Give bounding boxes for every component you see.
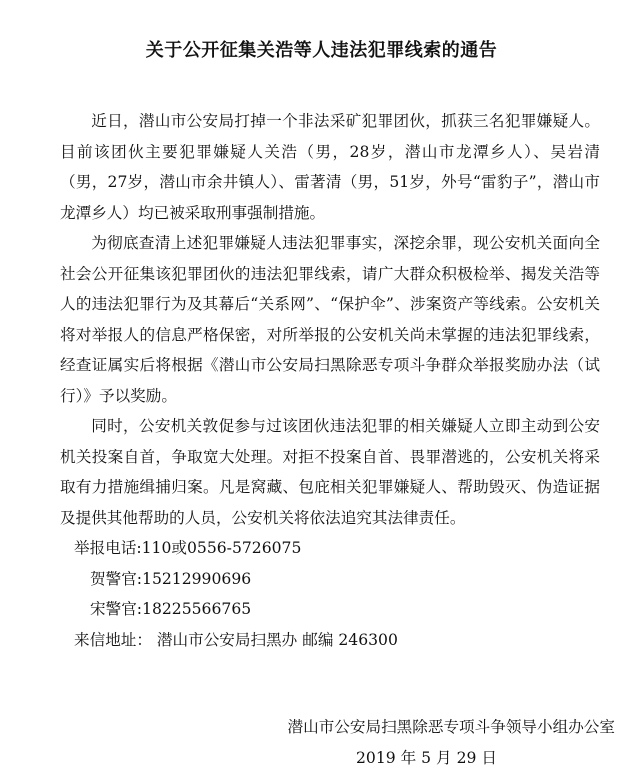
paragraph-arrest: 近日，潜山市公安局打掉一个非法采矿犯罪团伙，抓获三名犯罪嫌疑人。目前该团伙主要犯罪嫌疑人关浩（男，28岁，潜山市龙潭乡人）、吴岩清（男，27岁，潜山市余井镇人）、雷著清（男，51岁，外号“雷豹子”，潜山市龙潭乡人）均已被采取刑事强制措施。	[60, 112, 600, 222]
notice-body	[60, 106, 600, 655]
issuing-office: 潜山市公安局扫黑除恶专项斗争领导小组办公室	[287, 718, 615, 736]
officer-he-line: 贺警官:15212990696	[90, 569, 252, 588]
officer-song-line: 宋警官:18225566765	[90, 600, 252, 618]
notice-title: 关于公开征集关浩等人违法犯罪线索的通告	[145, 40, 498, 61]
paragraph-surrender: 同时，公安机关敦促参与过该团伙违法犯罪的相关嫌疑人立即主动到公安机关投案自首，争取宽大处理。对拒不投案自首、畏罪潜逃的，公安机关将采取有力措施缉捕归案。凡是窝藏、包庇相关犯罪嫌疑人、帮助毁灭、伪造证据及提供其他帮助的人员，公安机关将依法追究其法律责任。	[60, 417, 600, 527]
hotline-line: 举报电话:110或0556-5726075	[74, 539, 302, 557]
paragraph-solicitation: 为彻底查清上述犯罪嫌疑人违法犯罪事实，深挖余罪，现公安机关面向全社会公开征集该犯罪团伙的违法犯罪线索，请广大群众积极检举、揭发关浩等人的违法犯罪行为及其幕后“关系网”、“保护伞”、涉案资产等线索。公安机关将对举报人的信息严格保密，对所举报的公安机关尚未掌握的违法犯罪线索，经查证属实后将根据《潜山市公安局扫黑除恶专项斗争群众举报奖励办法（试行）》予以奖励。	[60, 234, 600, 405]
address-line: 来信地址： 潜山市公安局扫黑办 邮编 246300	[74, 630, 398, 649]
signature-block	[288, 712, 615, 774]
issue-date: 2019 年 5 月 29 日	[355, 749, 497, 767]
